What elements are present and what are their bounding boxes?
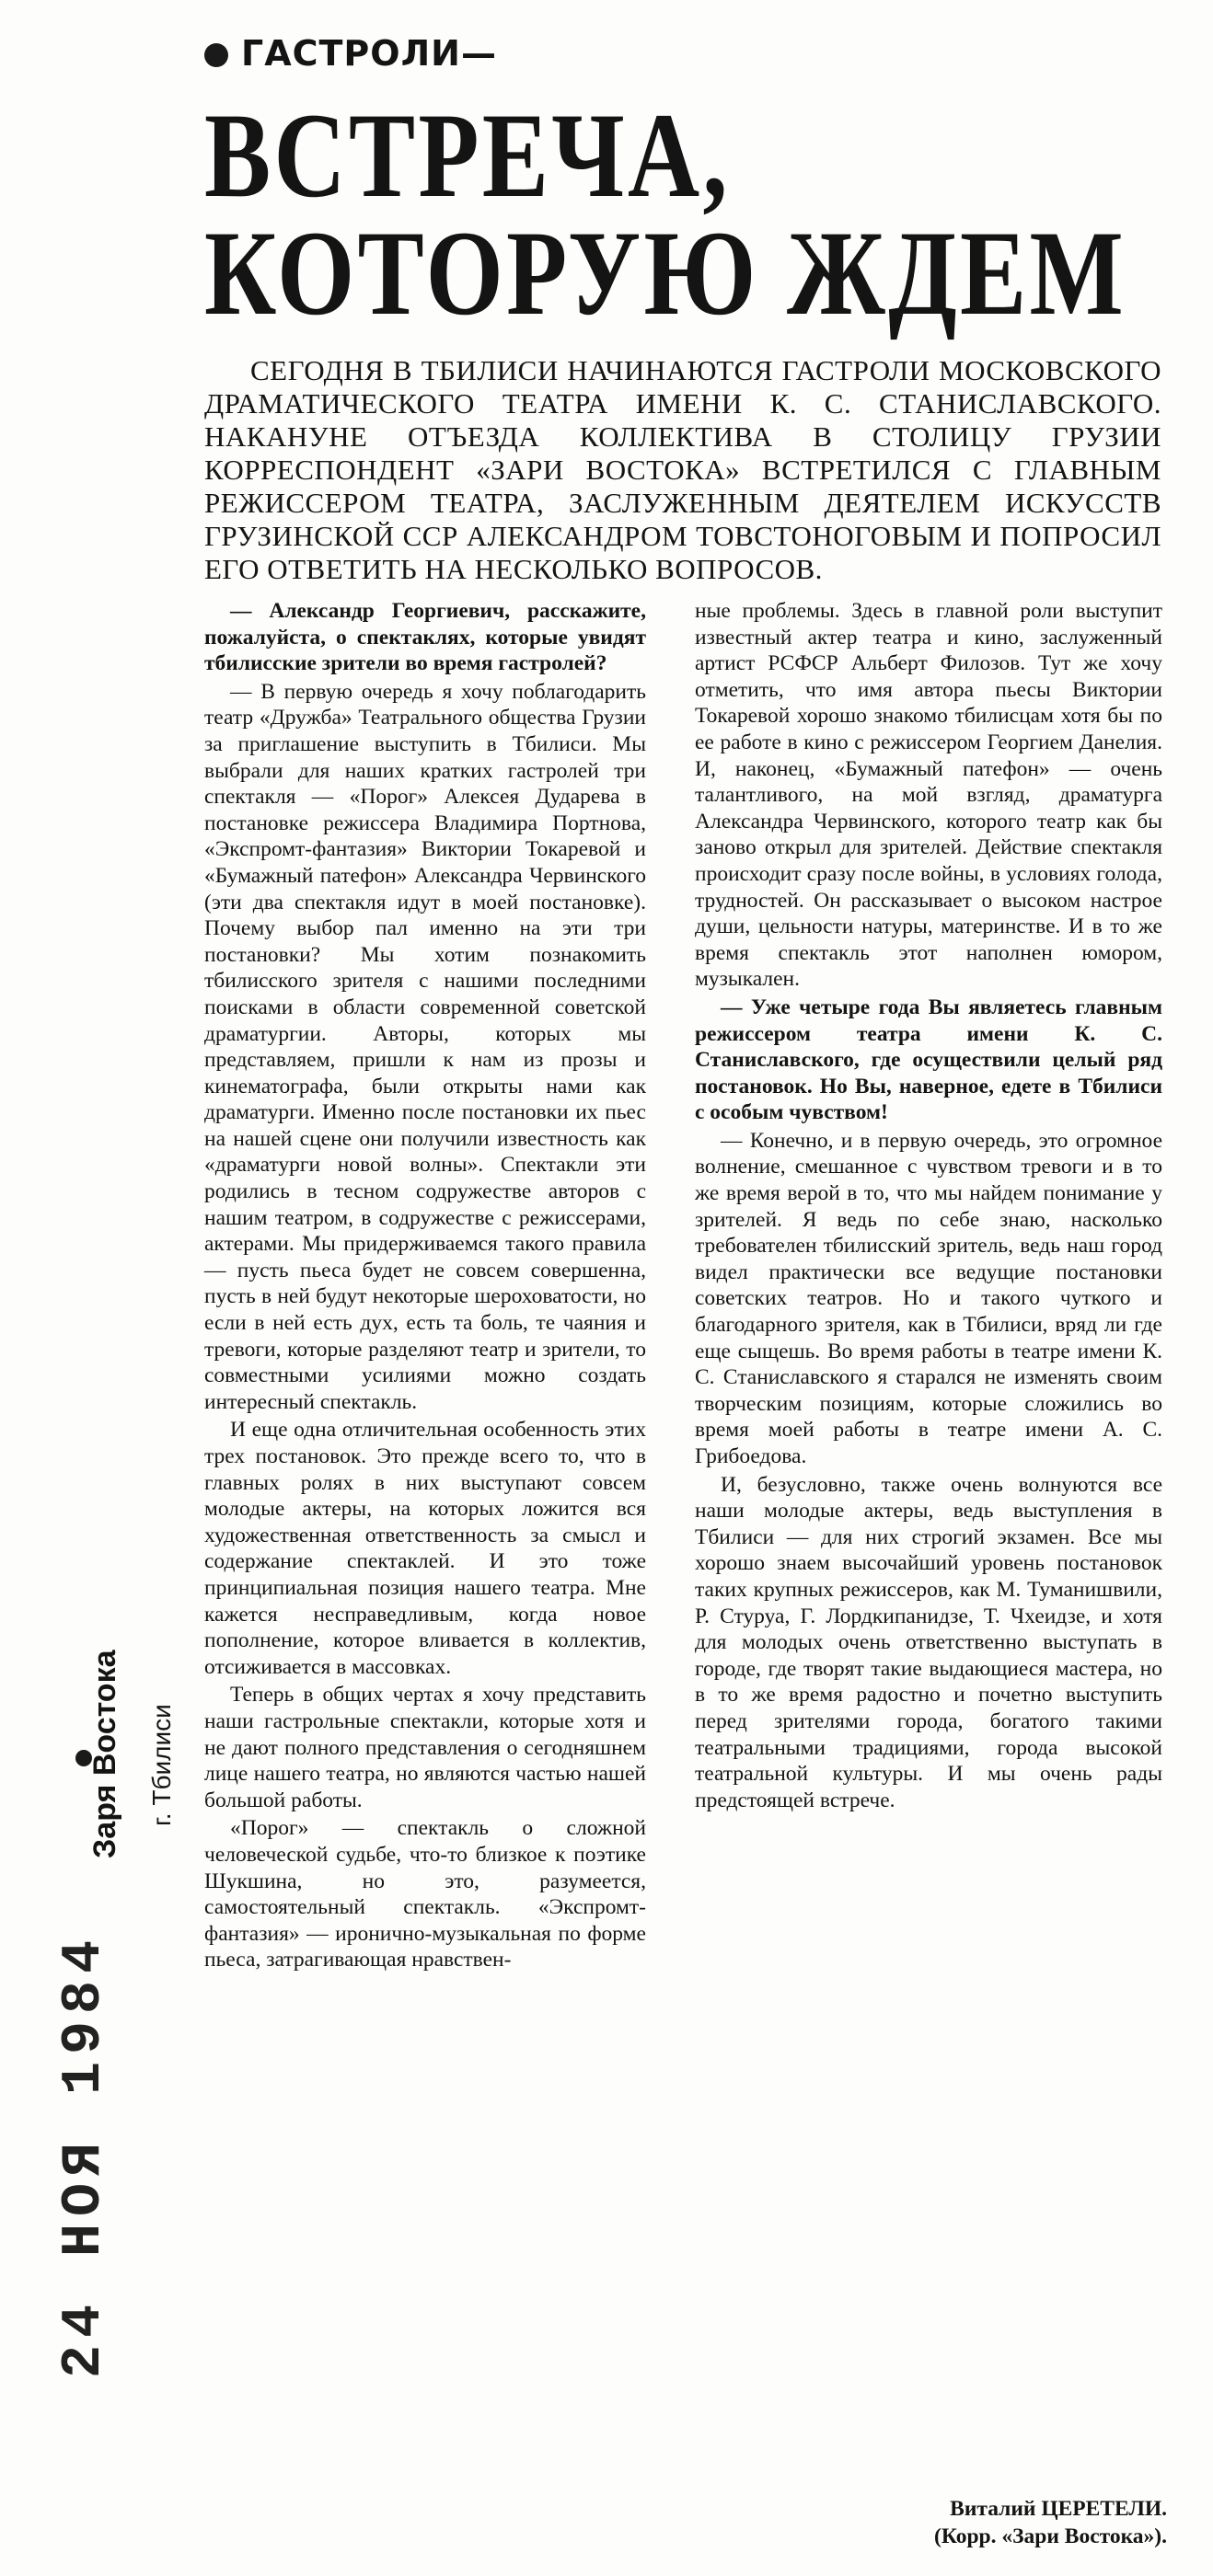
author-signature [799, 2495, 1167, 2550]
date-stamp: 24 НОЯ 1984 [53, 1932, 116, 2378]
question-paragraph: — Уже четыре года Вы являетесь главным режиссером театра имени К. С. Станиславского, где осуществили целый ряд постановок. Но Вы, наверное, едете в Тбилиси с особым чувством! [695, 995, 1162, 1125]
author-role: (Корр. «Зари Востока»). [934, 2524, 1167, 2548]
margin-newspaper-name: Заря Востока [87, 1650, 122, 1858]
author-name: Виталий ЦЕРЕТЕЛИ. [950, 2497, 1167, 2521]
answer-paragraph: — В первую очередь я хочу поблагодарить театр «Дружба» Театрального общества Грузии за приглашение выступить в Тбилиси. Мы выбрали для наших кратких гастролей три спектакля — «Порог» Алексея Дударева в постановке режиссера Владимира Портнова, «Экспромт-фантазия» Виктории Токаревой и «Бумажный патефон» Александра Червинского (эти два спектакля идут в моей постановке). Почему выбор пал именно на эти три постановки? Мы хотим познакомить тбилисского зрителя с нашими последними поисками в области современной советской драматургии. Авторы, которых мы представляем, пришли к нам из прозы и кинематографа, были открыты нами как драматурги. Именно после постановки их пьес на нашей сцене они получили известность как «драматурги новой волны». Спектакли эти родились в тесном содружестве авторов с нашим театром, в содружестве с режиссерами, актерами. Мы придерживаемся такого правила — пусть пьеса будет не совсем совершенна, пусть в ней будут некоторые шероховатости, но если в ней есть дух, есть та боль, те чаяния и тревоги, которые разделяют театр и зрители, то совместными усилиями можно создать интересный спектакль. [204, 679, 646, 1414]
headline [204, 87, 1126, 340]
margin-city: г. Тбилиси [147, 1704, 176, 1826]
answer-paragraph: И еще одна отличительная особенность этих трех постановок. Это прежде всего то, что в главных ролях в них выступают совсем молодые актеры, на которых ложится вся художественная ответственность за смысл и содержание спектаклей. И это тоже принципиальная позиция нашего театра. Мне кажется несправедливым, когда новое пополнение, которое вливается в коллектив, отсиживается в массовках. [204, 1418, 646, 1679]
question-paragraph: — Александр Георгиевич, расскажите, пожалуйста, о спектаклях, которые увидят тбилисские зрители во время гастролей? [204, 599, 646, 676]
bullet-icon [204, 43, 228, 67]
answer-paragraph: — Конечно, и в первую очередь, это огромное волнение, смешанное с чувством тревоги и в то же время верой в то, что мы найдем понимание у зрителей. Я ведь по себе знаю, насколько требователен тбилисский зритель, ведь наш город видел практически все ведущие постановки советских театров. Но и такого чуткого и благодарного зрителя, как в Тбилиси, вряд ли где еще сыщешь. Во время работы в театре имени К. С. Станиславского я старался не изменять своим творческим позициям, которые сложились во время моей работы в театре имени А. С. Грибоедова. [695, 1128, 1162, 1468]
answer-paragraph: И, безусловно, также очень волнуются все наши молодые актеры, ведь выступления в Тбилиси — для них строгий экзамен. Все мы хорошо знаем высочайший уровень постановок таких крупных режиссеров, как М. Туманишвили, Р. Стуруа, Г. Лордкипанидзе, Т. Чхеидзе, и хотя для молодых очень ответственно выступать в городе, где творят такие выдающиеся мастера, но в то же время радостно и почетно выступить перед зрителями города, богатого такими театральными традициями, города высокой театральной культуры. И мы очень рады предстоящей встрече. [695, 1472, 1162, 1812]
rubric-label [204, 33, 497, 74]
answer-paragraph: ные проблемы. Здесь в главной роли выступит известный актер театра и кино, заслуженный артист РСФСР Альберт Филозов. Тут же хочу отметить, что имя автора пьесы Виктории Токаревой хорошо знакомо тбилисцам хотя бы по ее работе в кино с режиссером Георгием Данелия. И, наконец, «Бумажный патефон» — очень талантливого, на мой взгляд, драматурга Александра Червинского, которого театр как бы заново открыл для зрителей. Действие спектакля происходит сразу после войны, в условиях голода, трудностей. Он рассказывает о высоком настрое души, цельности натуры, материнстве. И в то же время спектакль этот наполнен юмором, музыкален. [695, 599, 1162, 992]
left-column [204, 598, 646, 1973]
headline-line-2: КОТОРУЮ ЖДЕМ [204, 205, 1126, 340]
rubric-text: ГАСТРОЛИ— [241, 33, 497, 74]
right-column [695, 598, 1162, 1813]
answer-paragraph: Теперь в общих чертах я хочу представить наши гастрольные спектакли, которые хотя и не дают полного представления о сегодняшнем лице нашего театра, но являются частью нашей большой работы. [204, 1683, 646, 1812]
answer-paragraph: «Порог» — спектакль о сложной человеческой судьбе, что-то близкое к поэтике Шукшина, но это, разумеется, самостоятельный спектакль. «Экспромт-фантазия» — иронично-музыкальная по форме пьеса, затрагивающая нравствен- [204, 1816, 646, 1972]
headline-line-1: ВСТРЕЧА, [204, 87, 731, 223]
lead-paragraph: СЕГОДНЯ В ТБИЛИСИ НАЧИНАЮТСЯ ГАСТРОЛИ МОСКОВСКОГО ДРАМАТИЧЕСКОГО ТЕАТРА ИМЕНИ К. С. СТАНИСЛАВСКОГО. НАКАНУНЕ ОТЪЕЗДА КОЛЛЕКТИВА В СТОЛИЦУ ГРУЗИИ КОРРЕСПОНДЕНТ «ЗАРИ ВОСТОКА» ВСТРЕТИЛСЯ С ГЛАВНЫМ РЕЖИССЕРОМ ТЕАТРА, ЗАСЛУЖЕННЫМ ДЕЯТЕЛЕМ ИСКУССТВ ГРУЗИНСКОЙ ССР АЛЕКСАНДРОМ ТОВСТОНОГОВЫМ И ПОПРОСИЛ ЕГО ОТВЕТИТЬ НА НЕСКОЛЬКО ВОПРОСОВ. [204, 354, 1161, 585]
